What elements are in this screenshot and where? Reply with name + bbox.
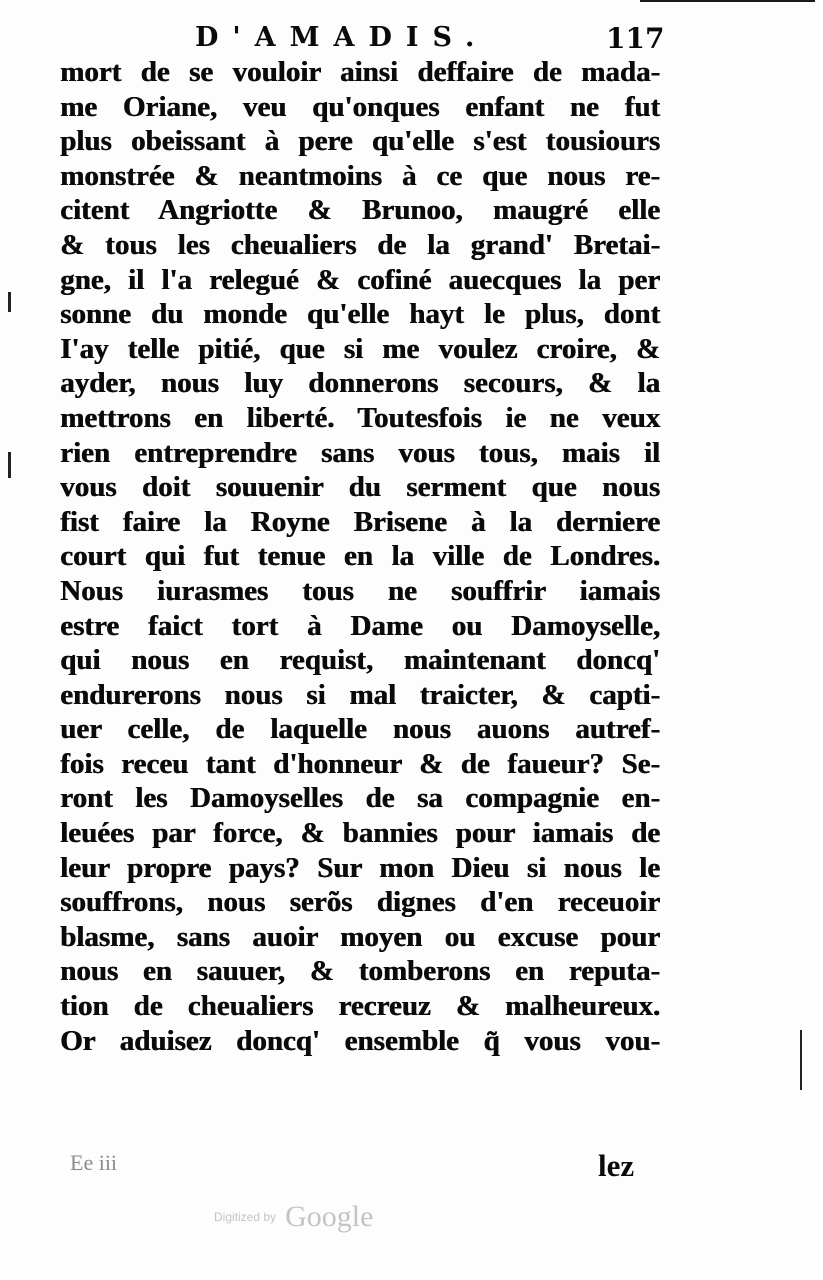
running-head: D'AMADIS. [195, 22, 489, 53]
body-text [60, 55, 660, 1058]
text-line: souffrons, nous serõs dignes d'en receuoir [60, 886, 660, 919]
text-line: plus obeissant à pere qu'elle s'est tousiours [60, 125, 660, 158]
page-edge-top-right [640, 0, 823, 2]
signature-mark: Ee iii [70, 1150, 118, 1175]
text-line: rien entreprendre sans vous tous, mais il [60, 436, 660, 469]
page-number: 117 [606, 22, 665, 55]
text-line: citent Angriotte & Brunoo, maugré elle [60, 194, 660, 227]
watermark-prefix: Digitized by [214, 1210, 277, 1224]
page-edge-right [815, 0, 823, 1280]
text-line: leuées par force, & bannies pour iamais de [60, 817, 660, 850]
text-line: ayder, nous luy donnerons secours, & la [60, 367, 660, 400]
text-line: Or aduisez doncq' ensemble q̃ vous vou- [60, 1024, 660, 1057]
text-line: nous en sauuer, & tomberons en reputa- [60, 955, 660, 988]
text-line: me Oriane, veu qu'onques enfant ne fut [60, 90, 660, 123]
scan-mark [8, 292, 11, 312]
text-line: sonne du monde qu'elle hayt le plus, dont [60, 298, 660, 331]
digitized-watermark [214, 1200, 404, 1240]
google-logo: Google [285, 1200, 374, 1233]
text-line: vous doit souuenir du serment que nous [60, 471, 660, 504]
text-line: uer celle, de laquelle nous auons autref- [60, 713, 660, 746]
text-line: qui nous en requist, maintenant doncq' [60, 644, 660, 677]
text-line: fist faire la Royne Brisene à la derniere [60, 505, 660, 538]
text-line: blasme, sans auoir moyen ou excuse pour [60, 920, 660, 953]
text-line: tion de cheualiers recreuz & malheureux. [60, 990, 660, 1023]
text-line: I'ay telle pitié, que si me voulez croire, & [60, 332, 660, 365]
text-line: estre faict tort à Dame ou Damoyselle, [60, 609, 660, 642]
text-line: mettrons en liberté. Toutesfois ie ne veux [60, 401, 660, 434]
text-line: fois receu tant d'honneur & de faueur? Se- [60, 747, 660, 780]
scan-mark [800, 1030, 802, 1090]
text-line: leur propre pays? Sur mon Dieu si nous le [60, 851, 660, 884]
text-line: gne, il l'a relegué & cofiné auecques la per [60, 263, 660, 296]
scan-mark [8, 452, 11, 478]
text-line: ront les Damoyselles de sa compagnie en- [60, 782, 660, 815]
text-line: endurerons nous si mal traicter, & capti- [60, 678, 660, 711]
text-line: court qui fut tenue en la ville de Londres. [60, 540, 660, 573]
text-line: mort de se vouloir ainsi deffaire de mada- [60, 56, 660, 88]
text-line: monstrée & neantmoins à ce que nous re- [60, 159, 660, 192]
text-line: Nous iurasmes tous ne souffrir iamais [60, 574, 660, 607]
catchword: lez [598, 1148, 635, 1183]
text-line: & tous les cheualiers de la grand' Bretai- [60, 228, 660, 261]
